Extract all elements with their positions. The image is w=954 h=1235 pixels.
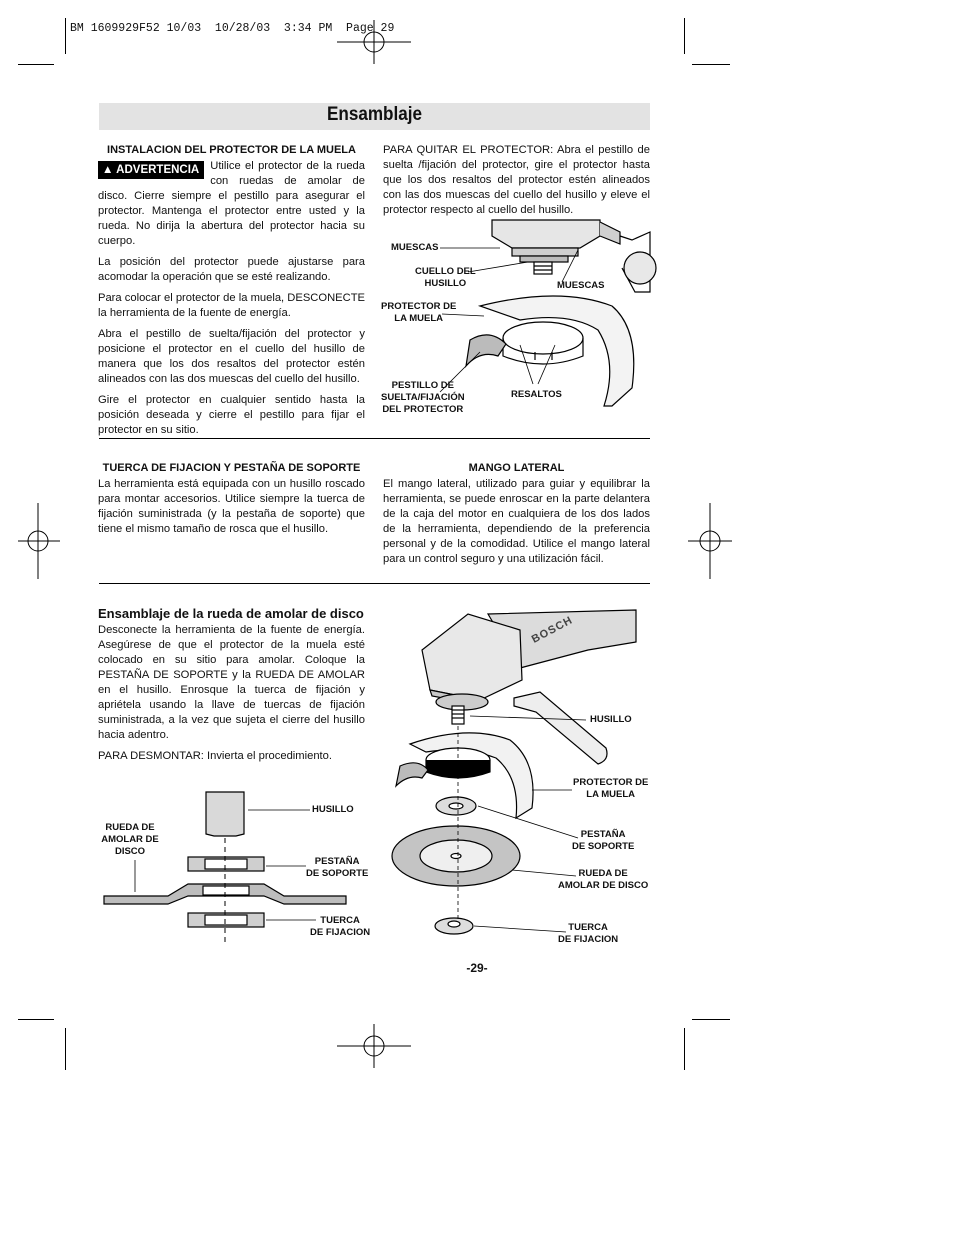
- label-exploded-protector: PROTECTOR DE LA MUELA: [573, 777, 649, 800]
- label-exploded-rueda: RUEDA DE AMOLAR DE DISCO: [558, 868, 649, 891]
- guard-paragraph: Gire el protector en cualquier sentido hasta la posición deseada y cierre el pestillo para fijar el protector en su sitio.: [98, 394, 365, 436]
- guard-paragraph: Para colocar el protector de la muela, DESCONECTE la herramienta de la fuente de energía.: [98, 292, 365, 319]
- label-muescas-left: MUESCAS: [391, 242, 439, 253]
- guard-paragraph: La posición del protector puede ajustarse para acomodar la operación que se esté realizando.: [98, 256, 365, 283]
- wheel-text: Desconecte la herramienta de la fuente de energía. Asegúrese de que el protector de la muela esté colocado en su sitio para amolar. Coloque la PESTAÑA DE SOPORTE y la RUEDA DE AMOLAR en el husillo. Enrosque la tuerca de fijación y apriétela usando la llave de tuercas de fijación suministrada, a la vez que sujeta el cierre del husillo hacia adentro.: [98, 624, 365, 741]
- wheel-section-title: Ensamblaje de la rueda de amolar de disco: [98, 606, 364, 621]
- guard-paragraph: Abra el pestillo de suelta/fijación del protector y posicione el protector en el cuello del husillo de manera que los dos resaltos del protector estén alineados con las dos muescas del cuello del husillo.: [98, 328, 365, 385]
- page-number: -29-: [466, 961, 488, 975]
- guard-heading: INSTALACION DEL PROTECTOR DE LA MUELA: [107, 144, 356, 156]
- label-exploded-pestana: PESTAÑA DE SOPORTE: [572, 829, 635, 852]
- warning-triangle-icon: ▲: [102, 164, 114, 176]
- label-protector: PROTECTOR DE LA MUELA: [381, 301, 457, 324]
- guard-removal-text: PARA QUITAR EL PROTECTOR: Abra el pestillo de suelta /fijación del protector, gire el protector hasta que los dos resaltos del protector estén alineados con las dos muescas del cuello del husillo y eleve el protector respecto al cuello del husillo.: [383, 144, 650, 216]
- page-title: Ensamblaje: [326, 104, 423, 125]
- label-exploded-husillo: HUSILLO: [590, 714, 632, 725]
- handle-heading: MANGO LATERAL: [468, 462, 565, 474]
- handle-text: El mango lateral, utilizado para guiar y equilibrar la herramienta, se puede enroscar en la parte delantera de la caja del motor en cualquiera de los dos lados de la herramienta, dependiendo de la preferencia personal y de la comodidad. Utilice el mango lateral para un control seguro y una utilización fácil.: [383, 478, 650, 565]
- label-exploded-tuerca: TUERCA DE FIJACION: [558, 922, 619, 945]
- nut-heading: TUERCA DE FIJACION Y PESTAÑA DE SOPORTE: [102, 462, 361, 474]
- label-husillo: HUSILLO: [312, 804, 354, 815]
- nut-text: La herramienta está equipada con un husillo roscado para montar accesorios. Utilice siempre la tuerca de fijación suministrada (y la pestaña de soporte) que tiene el mismo tamaño de rosca que el husillo.: [98, 478, 365, 535]
- label-tuerca: TUERCA DE FIJACION: [310, 915, 371, 938]
- label-rueda: RUEDA DE AMOLAR DE DISCO: [101, 822, 159, 857]
- label-pestillo: PESTILLO DE SUELTA/FIJACIÓN DEL PROTECTOR: [381, 380, 465, 415]
- warning-label: ADVERTENCIA: [116, 164, 200, 176]
- print-slug: BM 1609929F52 10/03 10/28/03 3:34 PM Page 29: [70, 22, 395, 35]
- wheel-remove-text: PARA DESMONTAR: Invierta el procedimiento.: [98, 750, 332, 762]
- brand-logo: BOSCH: [529, 614, 575, 646]
- label-cuello: CUELLO DEL HUSILLO: [415, 266, 476, 289]
- warning-text: Utilice el protector de la rueda con ruedas de amolar de disco. Cierre siempre el pestillo para asegurar el protector. Mantenga el protector entre usted y la rueda. No dirija la abertura del protector hacia su cuerpo.: [98, 160, 365, 247]
- label-resaltos: RESALTOS: [511, 389, 562, 400]
- label-muescas-right: MUESCAS: [557, 280, 605, 291]
- label-pestana: PESTAÑA DE SOPORTE: [306, 856, 369, 879]
